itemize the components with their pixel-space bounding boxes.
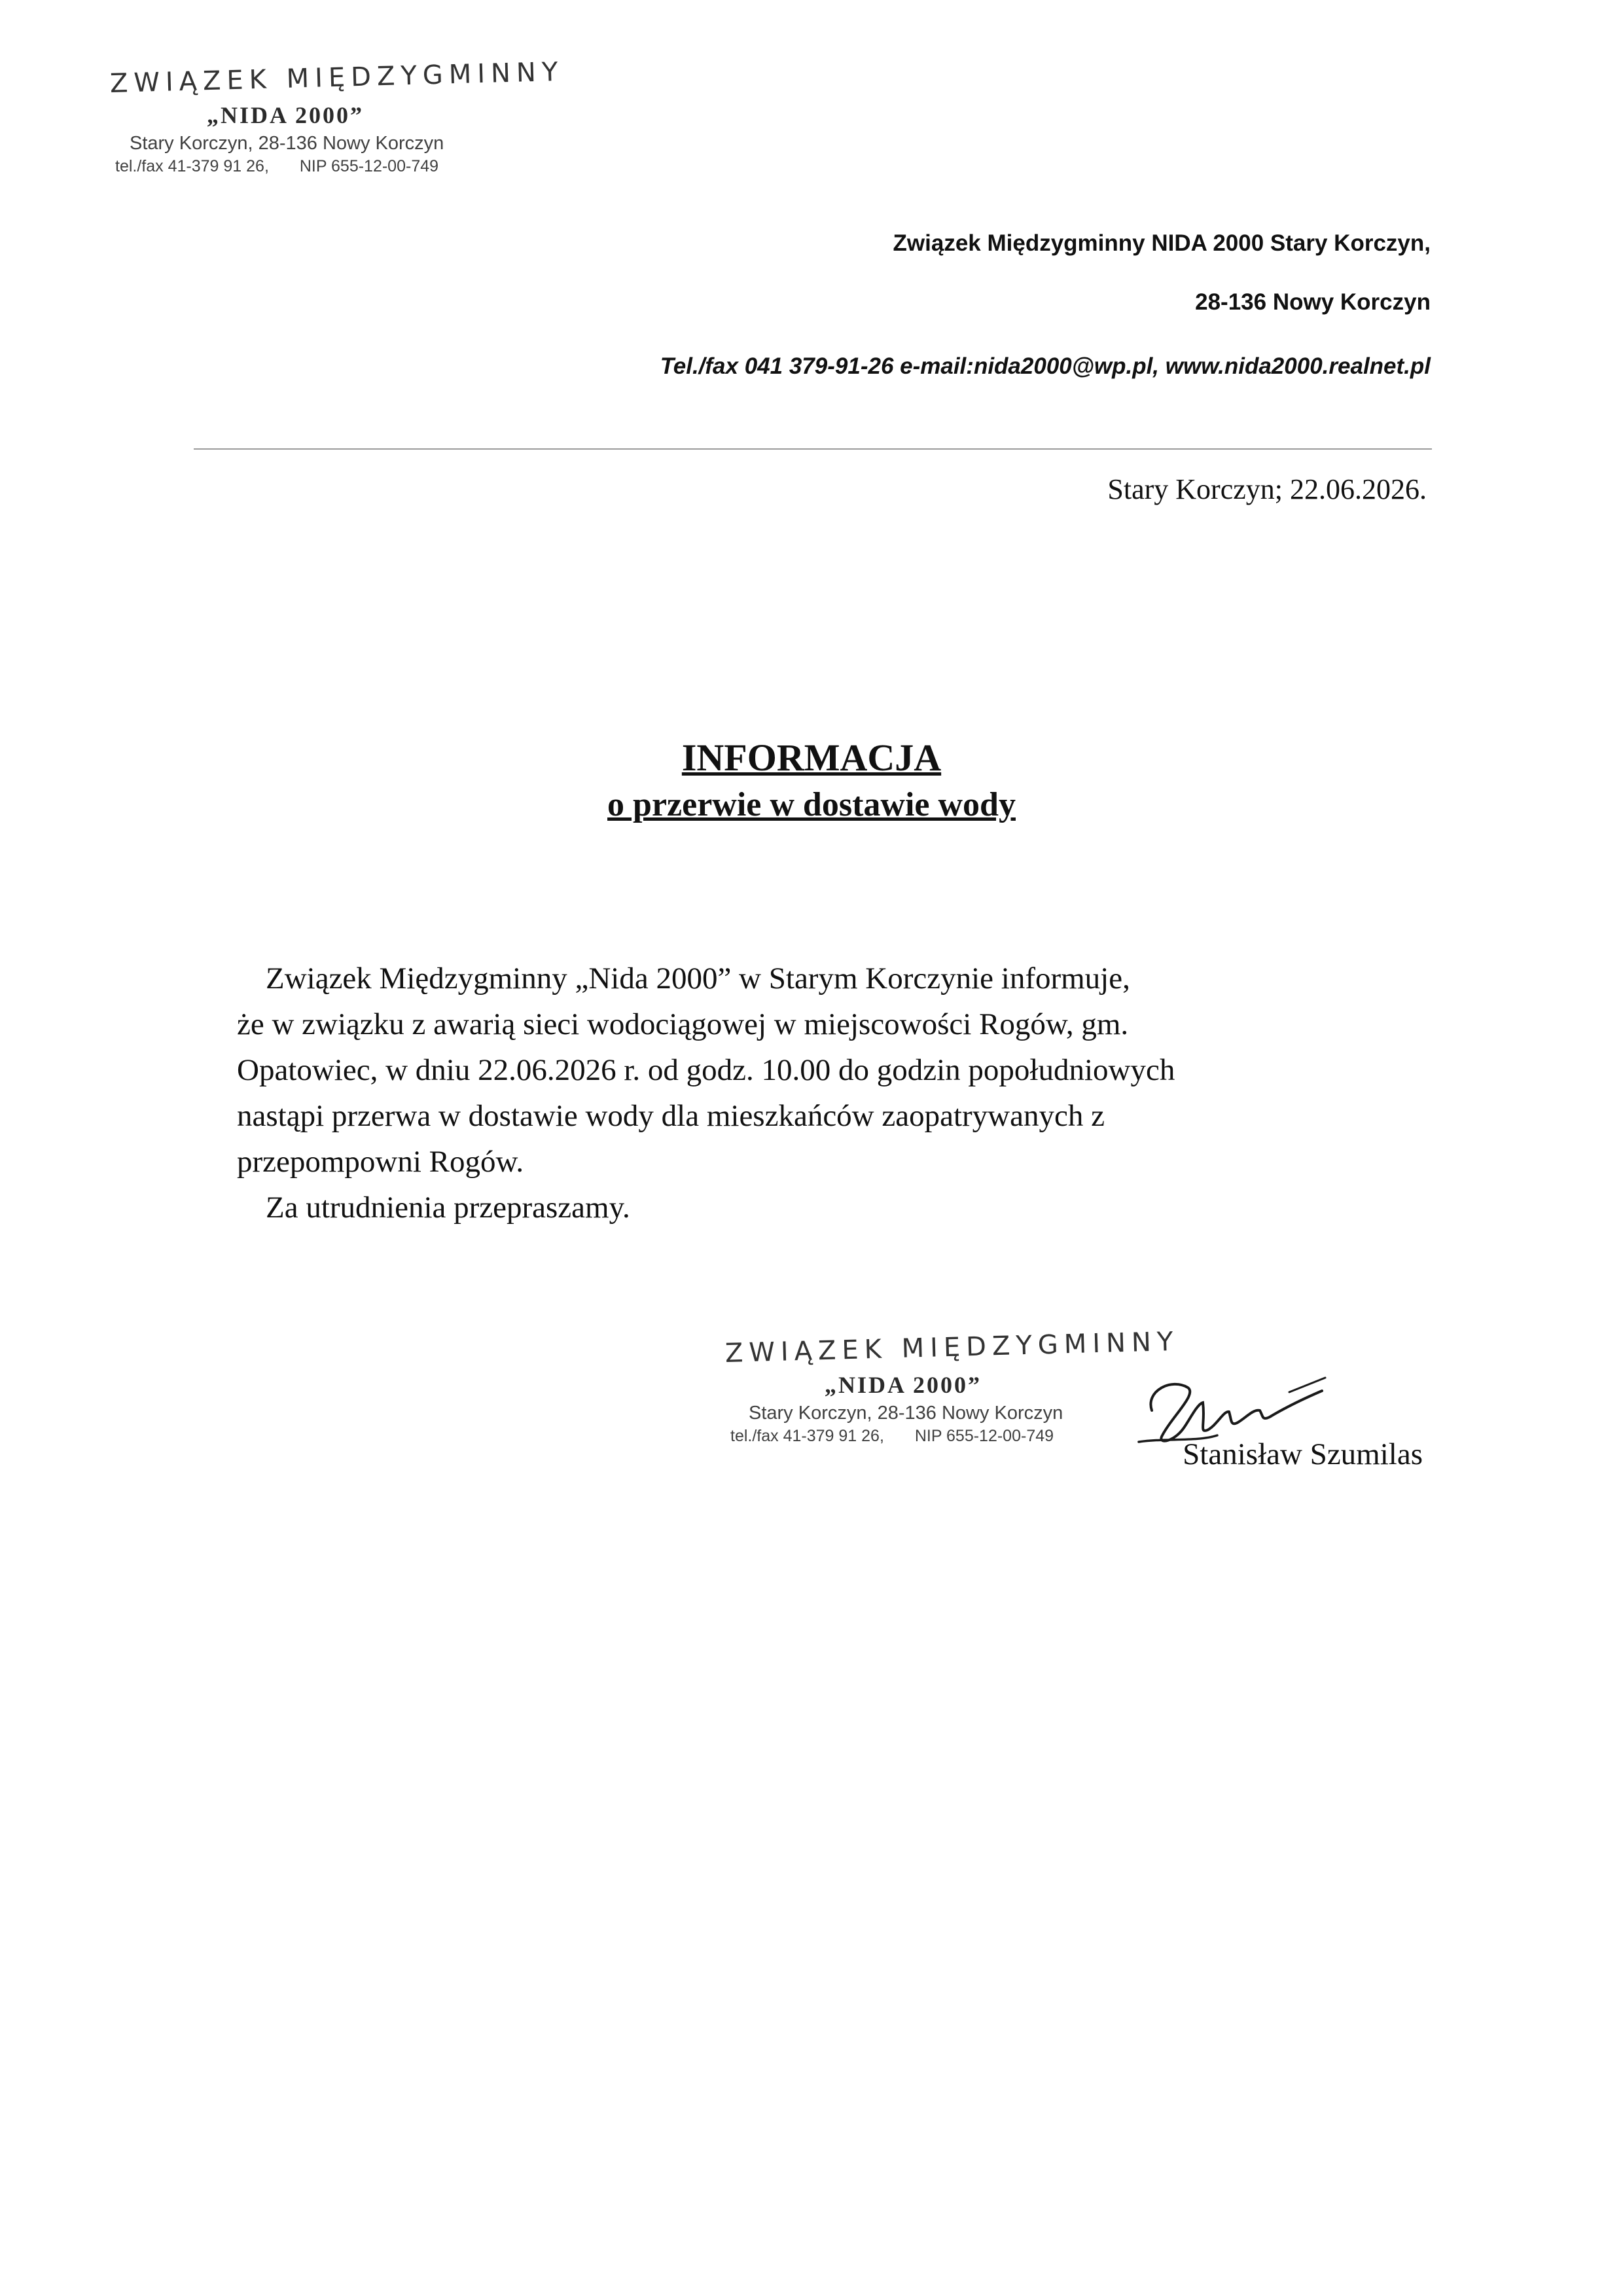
header-divider: [194, 448, 1432, 450]
body-line: Opatowiec, w dniu 22.06.2026 r. od godz. 10.00 do godzin popołudniowych: [237, 1053, 1175, 1087]
organization-stamp-top: [109, 56, 564, 176]
stamp-org-name: ZWIĄZEK MIĘDZYGMINNY: [109, 56, 564, 99]
body-line: przepompowni Rogów.: [237, 1145, 524, 1179]
stamp-org-name: ZWIĄZEK MIĘDZYGMINNY: [724, 1326, 1179, 1369]
stamp-contact: [730, 1427, 1179, 1446]
stamp-org-short-name: „NIDA 2000”: [207, 102, 365, 128]
letterhead-org-name: Związek Międzygminny NIDA 2000 Stary Korczyn,: [893, 230, 1431, 256]
stamp-nip: NIP 655-12-00-749: [914, 1427, 1054, 1445]
letterhead-contact: Tel./fax 041 379-91-26 e-mail:nida2000@wp.pl, www.nida2000.realnet.pl: [660, 353, 1431, 379]
notice-body: [237, 956, 1175, 1230]
document-subtitle: o przerwie w dostawie wody: [607, 786, 1016, 823]
stamp-address: Stary Korczyn, 28-136 Nowy Korczyn: [749, 1403, 1063, 1424]
document-title: INFORMACJA: [681, 736, 942, 779]
document-date: Stary Korczyn; 22.06.2026.: [1107, 473, 1427, 505]
body-line: że w związku z awarią sieci wodociągowej w miejscowości Rogów, gm.: [237, 1007, 1129, 1041]
stamp-phone: tel./fax 41-379 91 26,: [115, 157, 269, 175]
body-line: nastąpi przerwa w dostawie wody dla mieszkańców zaopatrywanych z: [237, 1099, 1105, 1133]
closing-line: Za utrudnienia przepraszamy.: [266, 1191, 630, 1225]
stamp-nip: NIP 655-12-00-749: [299, 157, 439, 175]
stamp-contact: [115, 157, 564, 176]
letterhead-address: 28-136 Nowy Korczyn: [1195, 289, 1431, 315]
stamp-org-short-name: „NIDA 2000”: [825, 1372, 982, 1398]
stamp-phone: tel./fax 41-379 91 26,: [730, 1427, 884, 1445]
stamp-address: Stary Korczyn, 28-136 Nowy Korczyn: [130, 133, 444, 154]
organization-stamp-bottom: [724, 1326, 1179, 1446]
signer-name: Stanisław Szumilas: [1183, 1437, 1423, 1471]
body-line: Związek Międzygminny „Nida 2000” w Starym Korczynie informuje,: [266, 961, 1130, 996]
